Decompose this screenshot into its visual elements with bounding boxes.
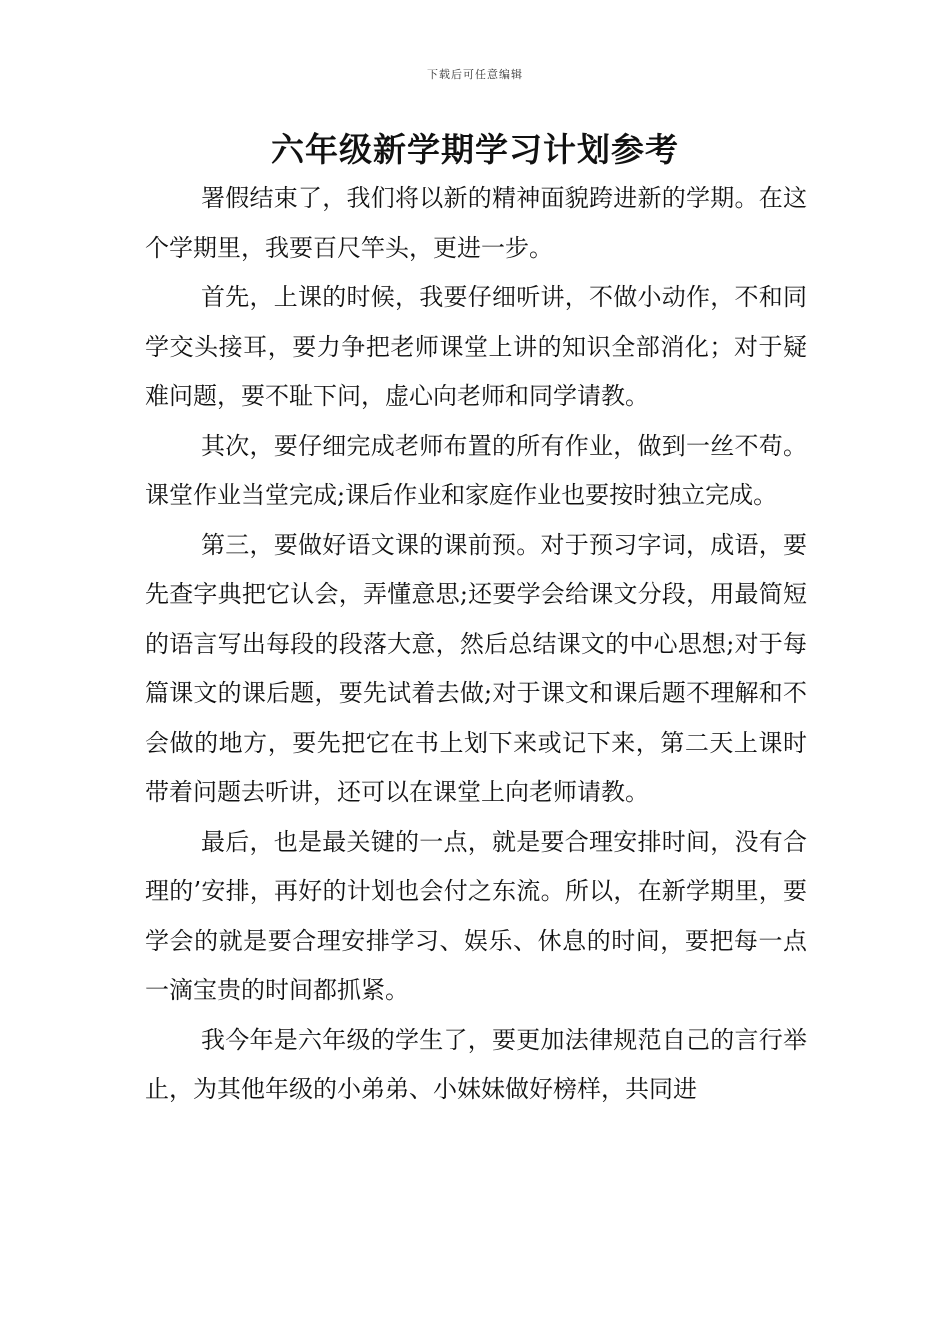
- document-title: 六年级新学期学习计划参考: [271, 130, 679, 169]
- paragraph-5: 最后，也是最关键的一点，就是要合理安排时间，没有合理的’安排，再好的计划也会付之东流。所以，在新学期里，要学会的就是要合理安排学习、娱乐、休息的时间，要把每一点一滴宝贵的时间都抓紧。: [145, 827, 807, 1004]
- paragraph-6: 我今年是六年级的学生了，要更加法律规范自己的言行举止，为其他年级的小弟弟、小妹妹做好榜样，共同进: [145, 1025, 807, 1103]
- paragraph-1: 署假结束了，我们将以新的精神面貌跨进新的学期。在这个学期里，我要百尺竿头，更进一步。: [145, 184, 807, 262]
- header-note: 下载后可任意编辑: [427, 68, 523, 81]
- paragraph-4: 第三，要做好语文课的课前预。对于预习字词，成语，要先查字典把它认会，弄懂意思;还要学会给课文分段，用最简短的语言写出每段的段落大意，然后总结课文的中心思想;对于每篇课文的课后题，要先试着去做;对于课文和课后题不理解和不会做的地方，要先把它在书上划下来或记下来，第二天上课时带着问题去听讲，还可以在课堂上向老师请教。: [145, 530, 807, 806]
- paragraph-3: 其次，要仔细完成老师布置的所有作业，做到一丝不苟。课堂作业当堂完成;课后作业和家庭作业也要按时独立完成。: [145, 431, 807, 509]
- document-body: [145, 174, 807, 1115]
- paragraph-2: 首先，上课的时候，我要仔细听讲，不做小动作，不和同学交头接耳，要力争把老师课堂上讲的知识全部消化；对于疑难问题，要不耻下问，虚心向老师和同学请教。: [145, 283, 807, 410]
